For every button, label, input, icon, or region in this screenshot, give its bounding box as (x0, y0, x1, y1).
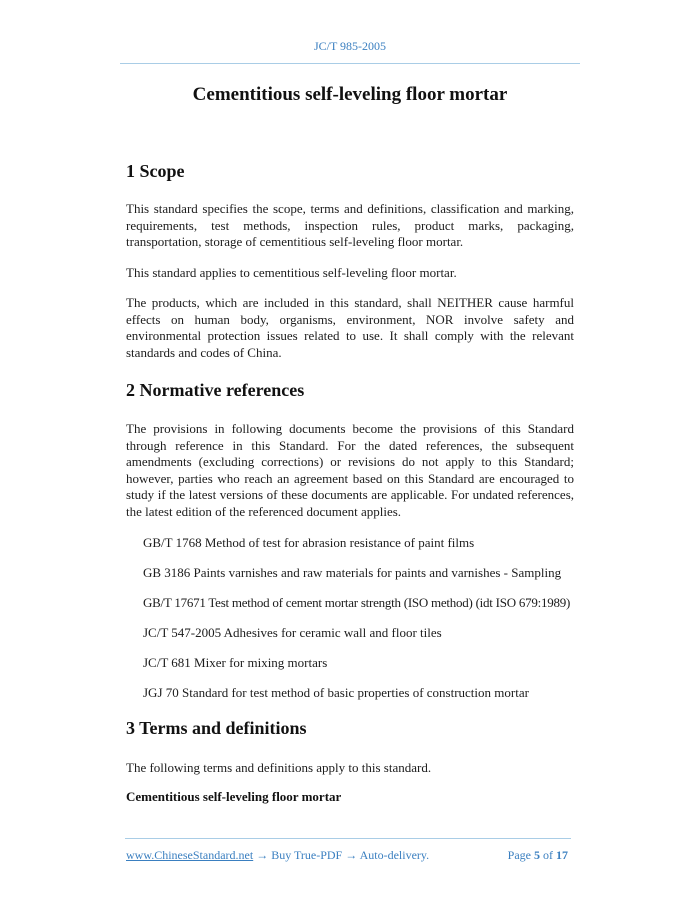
reference-item: GB/T 1768 Method of test for abrasion resistance of paint films (143, 535, 475, 550)
footer-divider (125, 838, 571, 839)
reference-item: GB 3186 Paints varnishes and raw materials for paints and varnishes - Sampling (143, 565, 562, 580)
buy-true-pdf-text: Buy True-PDF (271, 848, 343, 862)
header-divider (120, 63, 580, 64)
page-total: 17 (556, 848, 568, 862)
scope-paragraph-3: The products, which are included in this standard, shall NEITHER cause harmful effects on human body, organisms, environment, NOR involve safety and environmental protection issues related to use. It shall comply with the relevant standards and codes of China. (126, 295, 574, 360)
auto-delivery-text: Auto-delivery. (359, 848, 430, 862)
scope-paragraph-2: This standard applies to cementitious self-leveling floor mortar. (126, 265, 457, 280)
normative-references-paragraph: The provisions in following documents become the provisions of this Standard through reference in this Standard. For the dated references, the subsequent amendments (excluding corrections) or revisions do not apply to this Standard; however, parties who reach an agreement based on this Standard are encouraged to study if the latest versions of these documents are applicable. For undated references, the latest edition of the referenced document applies. (126, 421, 574, 519)
arrow-right-icon: → (345, 848, 358, 862)
scope-paragraph-1: This standard specifies the scope, terms and definitions, classification and marking, requirements, test methods, inspection rules, product marks, packaging, transportation, storage of cementitious self-leveling floor mortar. (126, 201, 574, 250)
page-indicator (508, 848, 568, 863)
reference-item: GB/T 17671 Test method of cement mortar strength (ISO method) (idt ISO 679:1989) (143, 595, 571, 610)
section-heading-normative-references: 2 Normative references (126, 380, 305, 400)
reference-item: JGJ 70 Standard for test method of basic properties of construction mortar (143, 685, 529, 700)
section-heading-terms-definitions: 3 Terms and definitions (126, 718, 307, 738)
arrow-right-icon: → (256, 848, 269, 862)
page-footer (126, 848, 574, 863)
standard-code-header: JC/T 985-2005 (313, 39, 387, 53)
chinesestandard-link[interactable]: www.ChineseStandard.net (126, 848, 254, 862)
reference-item: JC/T 681 Mixer for mixing mortars (143, 655, 328, 670)
page-of: of (543, 848, 553, 862)
page-current: 5 (534, 848, 540, 862)
section-heading-scope: 1 Scope (126, 161, 185, 181)
reference-item: JC/T 547-2005 Adhesives for ceramic wall and floor tiles (143, 625, 442, 640)
page-label: Page (507, 848, 531, 862)
terms-paragraph: The following terms and definitions apply to this standard. (126, 760, 432, 775)
document-title: Cementitious self-leveling floor mortar (192, 84, 508, 105)
term-heading: Cementitious self-leveling floor mortar (126, 789, 342, 804)
